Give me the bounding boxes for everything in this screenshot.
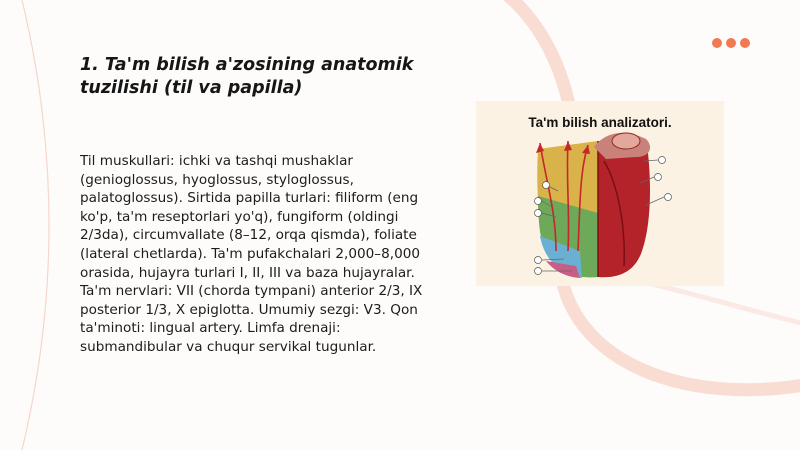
tongue-illustration [476,101,724,286]
slide-body-text: Til muskullari: ichki va tashqi mushaklar (genioglossus, hyoglossus, styloglossus, palatoglossus). Sirtida papilla turlari: filiform (eng ko'p, ta'm reseptorlari yo'q), fungiform (oldingi 2/3da), circumvallate (8–12, orqa qismda), foliate (lateral chetlarda). Ta'm pufakchalari 2,000–8,000 orasida, hujayra turlari I, II, III va baza hujayralar. Ta'm nervlari: VII (chorda tympani) anterior 2/3, IX posterior 1/3, X epiglotta. Umumiy sezgi: V3. Qon ta'minoti: lingual artery. Limfa drenaji: submandibular va chuqur servikal tugunlar. [80,153,423,355]
figure-caption: Ta'm bilish analizatori. [528,115,672,130]
three-dots-icon [712,38,750,48]
tongue-figure [476,101,724,286]
dot-icon [740,38,750,48]
slide-title: 1. Ta'm bilish a'zosining anatomik tuzilishi (til va papilla) [80,55,414,98]
dot-icon [712,38,722,48]
dot-icon [726,38,736,48]
